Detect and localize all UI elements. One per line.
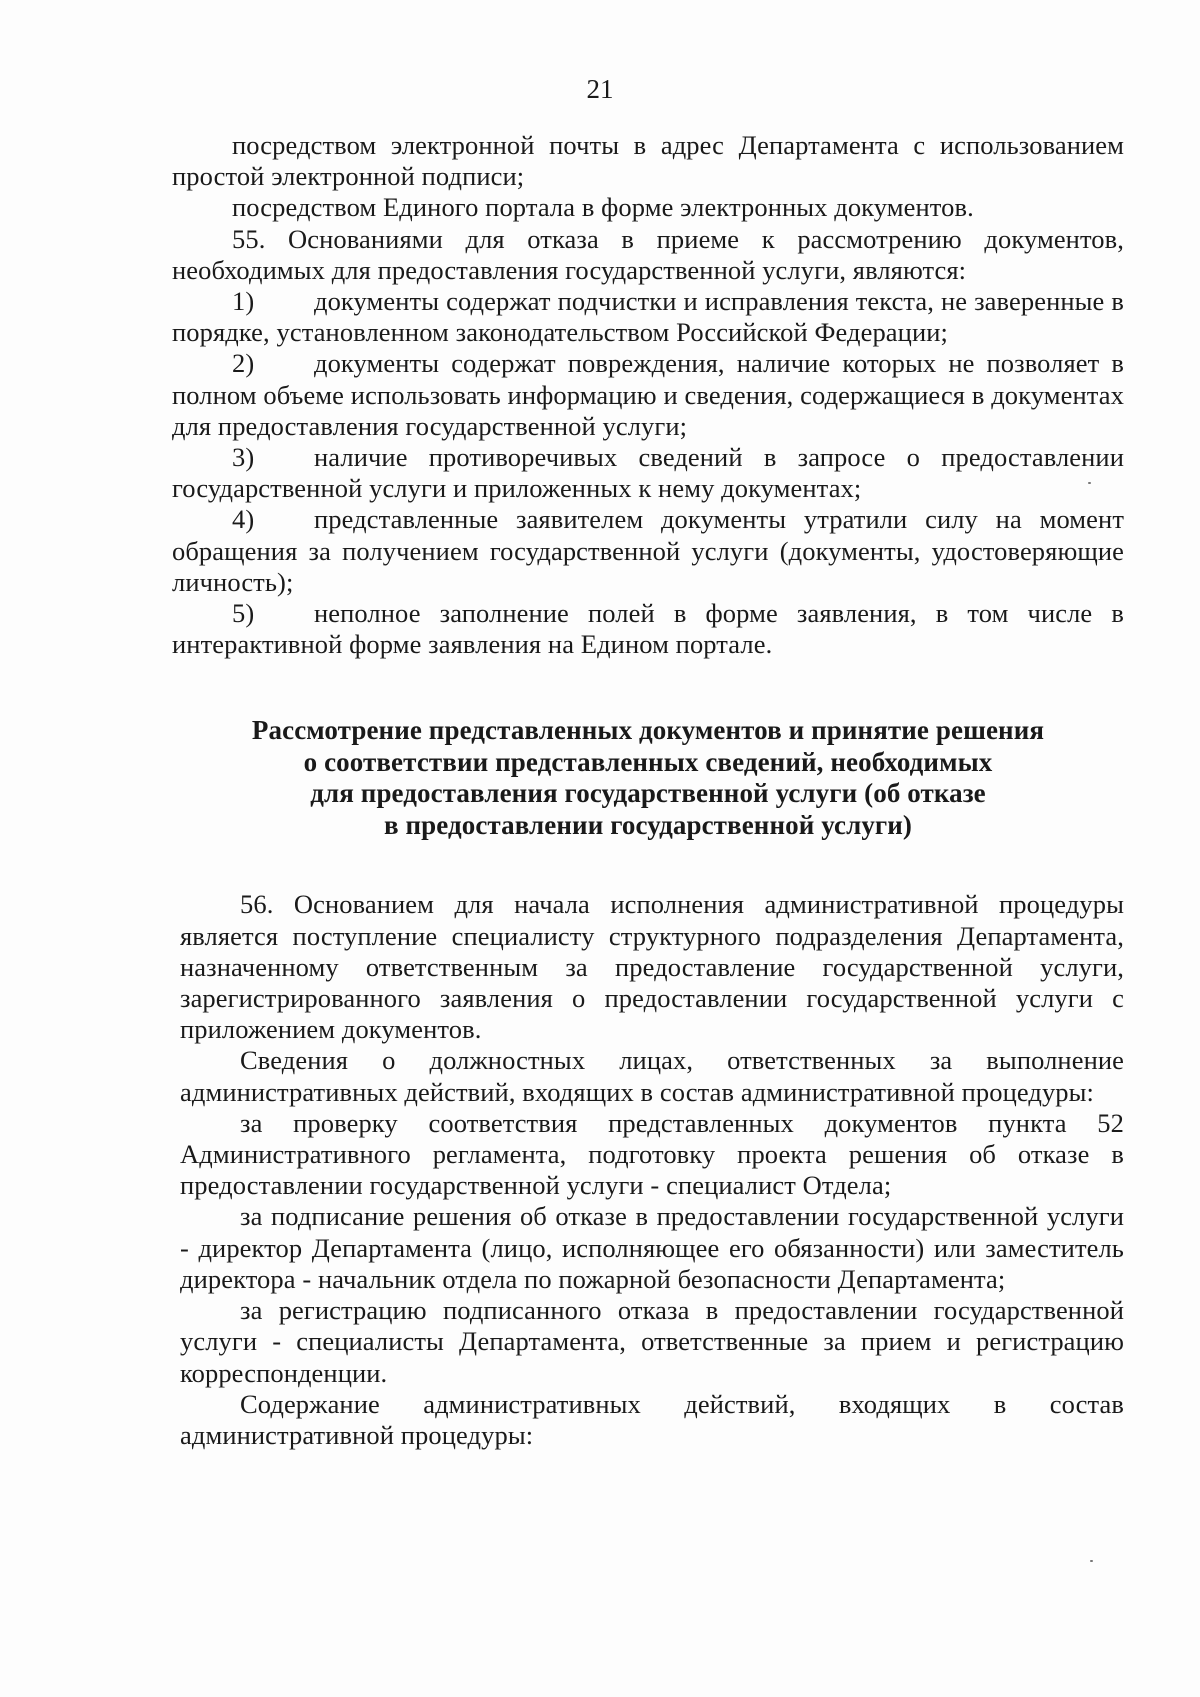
section-heading-line: в предоставлении государственной услуги): [383, 809, 913, 840]
paragraph-verification-responsibility: за проверку соответствия представленных документов пункта 52 Административного регламента, подготовку проекта решения об отказе в предоставлении государственной услуги - специалист Отдела;: [180, 1107, 1124, 1201]
list-item-text: документы содержат подчистки и исправления текста, не заверенные в порядке, установленном законодательством Российской Федерации;: [172, 286, 1124, 348]
document-body: [172, 130, 1124, 1451]
section-body: [172, 889, 1124, 1451]
list-item-number: 5): [232, 598, 255, 629]
paragraph-signing-responsibility: за подписание решения об отказе в предоставлении государственной услуги - директор Департамента (лицо, исполняющее его обязанности) или заместитель директора - начальник отдела по пожарной безопасности Департамента;: [180, 1201, 1124, 1294]
section-heading-line: о соответствии представленных сведений, необходимых: [303, 746, 993, 777]
page-number: 21: [586, 74, 614, 104]
section-heading: [172, 715, 1124, 841]
scan-speck: [1088, 482, 1091, 484]
list-item-text: представленные заявителем документы утратили силу на момент обращения за получением государственной услуги (документы, удостоверяющие личность);: [172, 504, 1124, 597]
scan-speck: [1090, 1560, 1093, 1562]
list-item: [172, 442, 1124, 504]
list-item-text: наличие противоречивых сведений в запросе о предоставлении государственной услуги и приложенных к нему документах;: [172, 442, 1124, 504]
paragraph-registration-responsibility: за регистрацию подписанного отказа в предоставлении государственной услуги - специалисты Департамента, ответственные за прием и регистрацию корреспонденции.: [180, 1295, 1124, 1388]
list-item-text: документы содержат повреждения, наличие которых не позволяет в полном объеме использовать информацию и сведения, содержащиеся в документах для предоставления государственной услуги;: [172, 348, 1124, 441]
list-item: [172, 348, 1124, 442]
paragraph-55-refusal-grounds: 55. Основаниями для отказа в приеме к рассмотрению документов, необходимых для предоставления государственной услуги, являются:: [172, 223, 1124, 285]
refusal-grounds-list: [172, 286, 1124, 660]
paragraph-portal-submission: посредством Единого портала в форме электронных документов.: [232, 192, 974, 223]
list-item-number: 3): [232, 442, 255, 473]
list-item-number: 1): [232, 286, 255, 317]
paragraph-actions-content: Содержание административных действий, входящих в состав административной процедуры:: [180, 1388, 1124, 1450]
paragraph-56-basis: 56. Основанием для начала исполнения административной процедуры является поступление специалисту структурного подразделения Департамента, назначенному ответственным за предоставление государственной услуги, зарегистрированного заявления о предоставлении государственной услуги с приложением документов.: [180, 889, 1124, 1045]
section-heading-line: Рассмотрение представленных документов и принятие решения: [251, 715, 1045, 746]
list-item: [172, 598, 1124, 660]
list-item-number: 4): [232, 504, 255, 535]
list-item-text: неполное заполнение полей в форме заявления, в том числе в интерактивной форме заявления на Едином портале.: [172, 598, 1124, 660]
list-item: [172, 504, 1124, 598]
paragraph-officials-info: Сведения о должностных лицах, ответственных за выполнение административных действий, входящих в состав административной процедуры:: [180, 1045, 1124, 1107]
list-item: [172, 286, 1124, 348]
paragraph-email-submission: посредством электронной почты в адрес Департамента с использованием простой электронной подписи;: [172, 130, 1124, 192]
section-heading-line: для предоставления государственной услуги (об отказе: [310, 778, 986, 809]
list-item-number: 2): [232, 348, 255, 379]
